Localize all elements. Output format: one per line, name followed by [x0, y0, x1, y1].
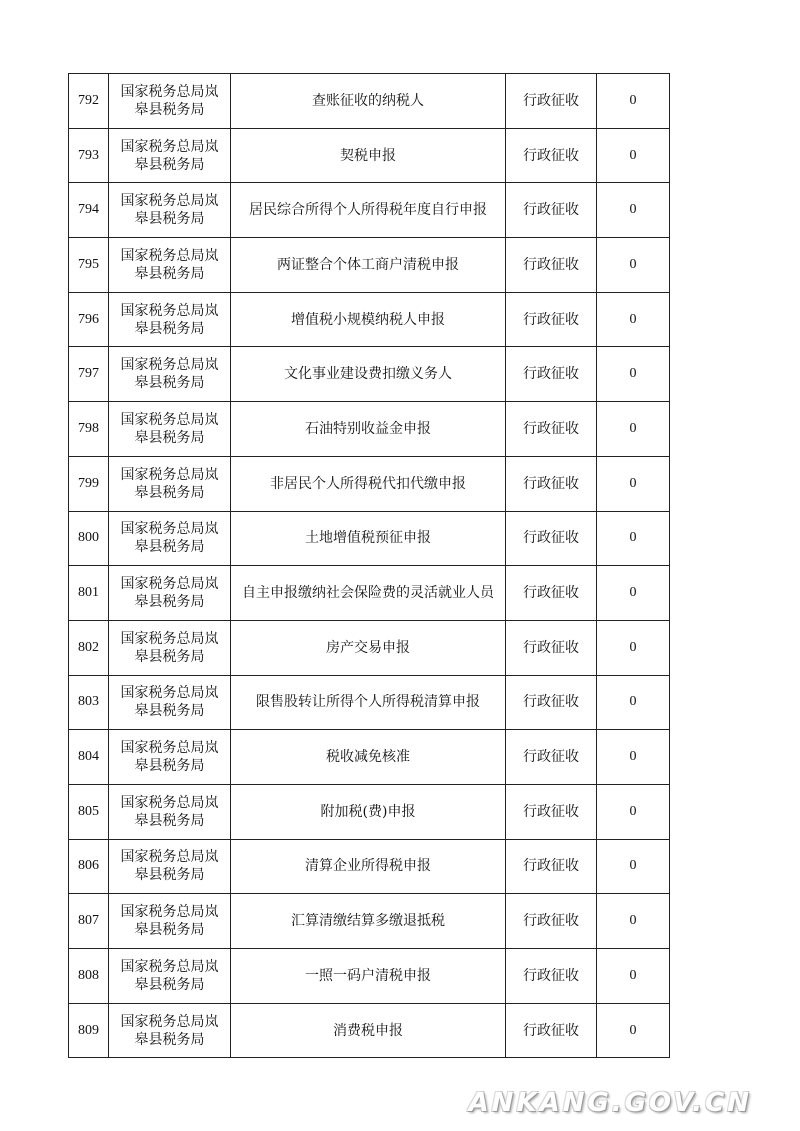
agency-name-line2: 皋县税务局 — [134, 375, 205, 392]
matter-count: 0 — [597, 1003, 670, 1058]
agency-name — [109, 402, 231, 457]
matter-name: 查账征收的纳税人 — [231, 74, 506, 129]
agency-name-line1: 国家税务总局岚 — [120, 138, 219, 155]
matter-name: 自主申报缴纳社会保险费的灵活就业人员 — [231, 566, 506, 621]
matter-name: 两证整合个体工商户清税申报 — [231, 238, 506, 293]
agency-name — [109, 839, 231, 894]
agency-name-line1: 国家税务总局岚 — [120, 576, 219, 593]
agency-name-line2: 皋县税务局 — [134, 812, 205, 829]
table-row — [69, 183, 670, 238]
agency-name-line1: 国家税务总局岚 — [120, 247, 219, 264]
table-row — [69, 784, 670, 839]
matter-name: 附加税(费)申报 — [231, 784, 506, 839]
matter-count: 0 — [597, 456, 670, 511]
matter-count: 0 — [597, 292, 670, 347]
agency-name-line2: 皋县税务局 — [134, 211, 205, 228]
matter-name: 房产交易申报 — [231, 620, 506, 675]
agency-name — [109, 74, 231, 129]
row-number: 801 — [69, 566, 109, 621]
agency-name-line2: 皋县税务局 — [134, 539, 205, 556]
matter-name: 居民综合所得个人所得税年度自行申报 — [231, 183, 506, 238]
matter-type: 行政征收 — [506, 894, 597, 949]
agency-name-line2: 皋县税务局 — [134, 867, 205, 884]
matter-type: 行政征收 — [506, 949, 597, 1004]
agency-name-line2: 皋县税务局 — [134, 648, 205, 665]
agency-name-line1: 国家税务总局岚 — [120, 849, 219, 866]
row-number: 808 — [69, 949, 109, 1004]
agency-name-line1: 国家税务总局岚 — [120, 83, 219, 100]
agency-name-line1: 国家税务总局岚 — [120, 685, 219, 702]
row-number: 792 — [69, 74, 109, 129]
agency-name — [109, 511, 231, 566]
matter-name: 消费税申报 — [231, 1003, 506, 1058]
agency-name — [109, 784, 231, 839]
row-number: 800 — [69, 511, 109, 566]
matter-name: 一照一码户清税申报 — [231, 949, 506, 1004]
agency-name — [109, 566, 231, 621]
agency-name-line2: 皋县税务局 — [134, 594, 205, 611]
table-row — [69, 402, 670, 457]
agency-name-line2: 皋县税务局 — [134, 703, 205, 720]
matter-type: 行政征收 — [506, 238, 597, 293]
table-row — [69, 730, 670, 785]
row-number: 805 — [69, 784, 109, 839]
matter-count: 0 — [597, 74, 670, 129]
table-row — [69, 511, 670, 566]
agency-name-line1: 国家税务总局岚 — [120, 630, 219, 647]
matter-count: 0 — [597, 128, 670, 183]
matter-type: 行政征收 — [506, 292, 597, 347]
matter-name: 清算企业所得税申报 — [231, 839, 506, 894]
matter-name: 土地增值税预征申报 — [231, 511, 506, 566]
matter-count: 0 — [597, 675, 670, 730]
matter-type: 行政征收 — [506, 183, 597, 238]
matter-count: 0 — [597, 511, 670, 566]
table-row — [69, 1003, 670, 1058]
matter-type: 行政征收 — [506, 402, 597, 457]
matter-name: 石油特别收益金申报 — [231, 402, 506, 457]
matter-count: 0 — [597, 183, 670, 238]
matter-name: 契税申报 — [231, 128, 506, 183]
agency-name-line1: 国家税务总局岚 — [120, 1013, 219, 1030]
matter-count: 0 — [597, 347, 670, 402]
table-row — [69, 238, 670, 293]
matter-type: 行政征收 — [506, 347, 597, 402]
agency-name-line2: 皋县税务局 — [134, 922, 205, 939]
agency-name-line1: 国家税务总局岚 — [120, 193, 219, 210]
agency-name-line1: 国家税务总局岚 — [120, 521, 219, 538]
matter-name: 税收减免核准 — [231, 730, 506, 785]
agency-name-line2: 皋县税务局 — [134, 429, 205, 446]
matter-type: 行政征收 — [506, 1003, 597, 1058]
row-number: 807 — [69, 894, 109, 949]
row-number: 803 — [69, 675, 109, 730]
row-number: 809 — [69, 1003, 109, 1058]
agency-name-line2: 皋县税务局 — [134, 1031, 205, 1048]
table-row — [69, 620, 670, 675]
row-number: 797 — [69, 347, 109, 402]
matter-type: 行政征收 — [506, 511, 597, 566]
agency-name-line2: 皋县税务局 — [134, 320, 205, 337]
row-number: 793 — [69, 128, 109, 183]
row-number: 804 — [69, 730, 109, 785]
matter-name: 文化事业建设费扣缴义务人 — [231, 347, 506, 402]
matter-type: 行政征收 — [506, 74, 597, 129]
matter-count: 0 — [597, 620, 670, 675]
table-row — [69, 292, 670, 347]
agency-name — [109, 894, 231, 949]
table-body — [69, 74, 670, 1058]
matter-type: 行政征收 — [506, 839, 597, 894]
agency-name — [109, 620, 231, 675]
matter-type: 行政征收 — [506, 620, 597, 675]
row-number: 799 — [69, 456, 109, 511]
agency-name — [109, 238, 231, 293]
agency-name-line2: 皋县税务局 — [134, 758, 205, 775]
agency-name — [109, 675, 231, 730]
agency-name — [109, 949, 231, 1004]
agency-name-line1: 国家税务总局岚 — [120, 357, 219, 374]
matter-name: 汇算清缴结算多缴退抵税 — [231, 894, 506, 949]
agency-name — [109, 128, 231, 183]
matter-count: 0 — [597, 566, 670, 621]
table-row — [69, 566, 670, 621]
site-watermark: ANKANG.GOV.CN — [468, 1088, 752, 1118]
table-row — [69, 675, 670, 730]
matter-type: 行政征收 — [506, 730, 597, 785]
agency-name-line1: 国家税务总局岚 — [120, 411, 219, 428]
row-number: 802 — [69, 620, 109, 675]
agency-name-line1: 国家税务总局岚 — [120, 740, 219, 757]
matter-name: 增值税小规模纳税人申报 — [231, 292, 506, 347]
table-row — [69, 128, 670, 183]
agency-name — [109, 347, 231, 402]
agency-name-line1: 国家税务总局岚 — [120, 794, 219, 811]
agency-name-line2: 皋县税务局 — [134, 156, 205, 173]
matter-type: 行政征收 — [506, 784, 597, 839]
row-number: 798 — [69, 402, 109, 457]
matter-type: 行政征收 — [506, 128, 597, 183]
row-number: 796 — [69, 292, 109, 347]
matter-name: 非居民个人所得税代扣代缴申报 — [231, 456, 506, 511]
agency-name-line2: 皋县税务局 — [134, 484, 205, 501]
matter-count: 0 — [597, 839, 670, 894]
agency-name — [109, 730, 231, 785]
matter-count: 0 — [597, 784, 670, 839]
agency-name-line1: 国家税务总局岚 — [120, 466, 219, 483]
table-row — [69, 347, 670, 402]
matter-count: 0 — [597, 949, 670, 1004]
table-row — [69, 839, 670, 894]
row-number: 794 — [69, 183, 109, 238]
table-row — [69, 949, 670, 1004]
table-row — [69, 74, 670, 129]
agency-name-line1: 国家税务总局岚 — [120, 958, 219, 975]
records-table — [68, 73, 670, 1058]
matter-type: 行政征收 — [506, 675, 597, 730]
agency-name — [109, 292, 231, 347]
matter-count: 0 — [597, 238, 670, 293]
matter-type: 行政征收 — [506, 456, 597, 511]
agency-name-line2: 皋县税务局 — [134, 265, 205, 282]
matter-count: 0 — [597, 894, 670, 949]
agency-name-line1: 国家税务总局岚 — [120, 302, 219, 319]
agency-name — [109, 1003, 231, 1058]
row-number: 806 — [69, 839, 109, 894]
agency-name-line1: 国家税务总局岚 — [120, 904, 219, 921]
agency-name — [109, 456, 231, 511]
matter-count: 0 — [597, 730, 670, 785]
matter-type: 行政征收 — [506, 566, 597, 621]
agency-name-line2: 皋县税务局 — [134, 101, 205, 118]
agency-name-line2: 皋县税务局 — [134, 976, 205, 993]
row-number: 795 — [69, 238, 109, 293]
table-row — [69, 894, 670, 949]
matter-count: 0 — [597, 402, 670, 457]
table-row — [69, 456, 670, 511]
matter-name: 限售股转让所得个人所得税清算申报 — [231, 675, 506, 730]
agency-name — [109, 183, 231, 238]
